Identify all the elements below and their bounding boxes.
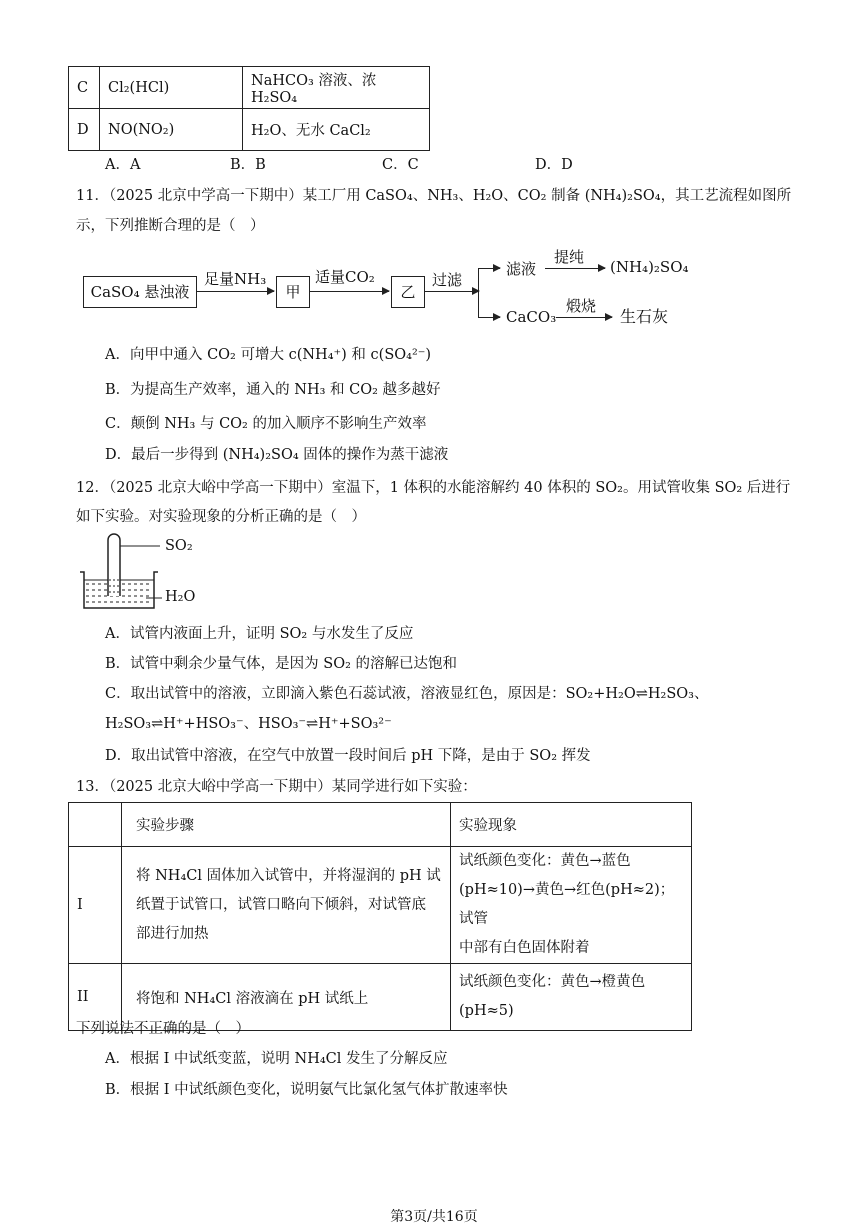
flow-arrow <box>478 317 500 318</box>
q11-option-d: D．最后一步得到 (NH₄)₂SO₄ 固体的操作为蒸干滤液 <box>105 447 449 463</box>
reagent-table <box>68 66 430 151</box>
step-line: 纸置于试管口，试管口略向下倾斜，对试管底 <box>136 896 426 913</box>
q12-stem: 12．（2025 北京大峪中学高一下期中）室温下，1 体积的水能溶解约 40 体积的 SO₂。用试管收集 SO₂ 后进行 <box>76 480 791 496</box>
phen-line: 试纸颜色变化：黄色→蓝色 <box>459 853 631 869</box>
flow-box-yi: 乙 <box>391 276 425 308</box>
row-reagent: H₂O、无水 CaCl₂ <box>243 109 430 151</box>
q12-option-c-cont: H₂SO₃⇌H⁺+HSO₃⁻、HSO₃⁻⇌H⁺+SO₃²⁻ <box>105 716 392 732</box>
fig-label-so2: SO₂ <box>165 538 193 554</box>
flow-caco3: CaCO₃ <box>506 308 557 326</box>
header-empty <box>69 803 122 847</box>
q11-stem-cont: 示，下列推断合理的是（ ） <box>76 218 265 234</box>
phen-line: 中部有白色固体附着 <box>459 940 590 956</box>
flow-arrow <box>545 268 605 269</box>
option-b: B．B <box>230 157 266 173</box>
q13-option-a: A．根据 I 中试纸变蓝，说明 NH₄Cl 发生了分解反应 <box>105 1051 448 1067</box>
q13-stem: 13．（2025 北京大峪中学高一下期中）某同学进行如下实验： <box>76 779 477 795</box>
q12-option-a: A．试管内液面上升，证明 SO₂ 与水发生了反应 <box>105 626 414 642</box>
q13-option-b: B．根据 I 中试纸颜色变化，说明氨气比氯化氢气体扩散速率快 <box>105 1082 508 1098</box>
q11-option-a: A．向甲中通入 CO₂ 可增大 c(NH₄⁺) 和 c(SO₄²⁻) <box>105 347 432 363</box>
flow-box-jia: 甲 <box>276 276 310 308</box>
flow-label: 过滤 <box>432 271 463 289</box>
flow-label: 煅烧 <box>566 297 597 315</box>
flow-branch <box>478 268 479 318</box>
page-footer: 第3页/共16页 <box>390 1209 478 1225</box>
header-phenomena: 实验现象 <box>451 803 692 847</box>
option-c: C．C <box>382 157 419 173</box>
step-line: 将饱和 NH₄Cl 溶液滴在 pH 试纸上 <box>136 990 369 1007</box>
q11-option-c: C．颠倒 NH₃ 与 CO₂ 的加入顺序不影响生产效率 <box>105 416 427 432</box>
flow-arrow <box>556 317 612 318</box>
header-steps: 实验步骤 <box>122 803 451 847</box>
q12-stem-cont: 如下实验。对实验现象的分析正确的是（ ） <box>76 509 366 525</box>
q11-option-b: B．为提高生产效率，通入的 NH₃ 和 CO₂ 越多越好 <box>105 382 441 398</box>
flow-arrow <box>478 268 500 269</box>
q12-option-c: C．取出试管中的溶液，立即滴入紫色石蕊试液，溶液显红色，原因是：SO₂+H₂O⇌H₂SO₃、 <box>105 686 709 702</box>
row-phenomena <box>451 964 692 1031</box>
row-steps <box>122 847 451 964</box>
q13-question: 下列说法不正确的是（ ） <box>76 1021 250 1037</box>
flow-label: 提纯 <box>554 248 585 266</box>
flow-line <box>424 291 479 292</box>
fig-label-h2o: H₂O <box>165 589 196 605</box>
row-id: II <box>69 964 122 1031</box>
q11-stem: 11．（2025 北京中学高一下期中）某工厂用 CaSO₄、NH₃、H₂O、CO₂ 制备 (NH₄)₂SO₄，其工艺流程如图所 <box>76 188 792 204</box>
experiment-table <box>68 802 692 1031</box>
phen-line: 试纸颜色变化：黄色→橙黄色 <box>459 974 646 990</box>
flow-arrow <box>309 291 389 292</box>
q12-option-b: B．试管中剩余少量气体，是因为 SO₂ 的溶解已达饱和 <box>105 656 458 672</box>
row-substance: Cl₂(HCl) <box>100 67 243 109</box>
row-phenomena <box>451 847 692 964</box>
row-key: D <box>69 109 100 151</box>
row-id: I <box>69 847 122 964</box>
flow-product: (NH₄)₂SO₄ <box>610 258 689 276</box>
flow-arrow <box>196 291 274 292</box>
phen-line: (pH≈5) <box>459 1003 514 1019</box>
step-line: 将 NH₄Cl 固体加入试管中，并将湿润的 pH 试 <box>136 867 441 884</box>
flow-filtrate: 滤液 <box>506 260 537 278</box>
phen-line: (pH≈10)→黄色→红色(pH≈2)；试管 <box>459 882 675 927</box>
option-d: D．D <box>535 157 573 173</box>
flow-lime: 生石灰 <box>620 307 669 326</box>
flow-start: CaSO₄ 悬浊液 <box>83 276 197 308</box>
row-substance: NO(NO₂) <box>100 109 243 151</box>
row-key: C <box>69 67 100 109</box>
step-line: 部进行加热 <box>136 925 209 942</box>
row-reagent: NaHCO₃ 溶液、浓 H₂SO₄ <box>243 67 430 109</box>
q12-option-d: D．取出试管中溶液，在空气中放置一段时间后 pH 下降，是由于 SO₂ 挥发 <box>105 748 591 764</box>
option-a: A．A <box>105 157 141 173</box>
flow-label: 适量CO₂ <box>315 268 375 286</box>
flow-label: 足量NH₃ <box>204 270 267 288</box>
